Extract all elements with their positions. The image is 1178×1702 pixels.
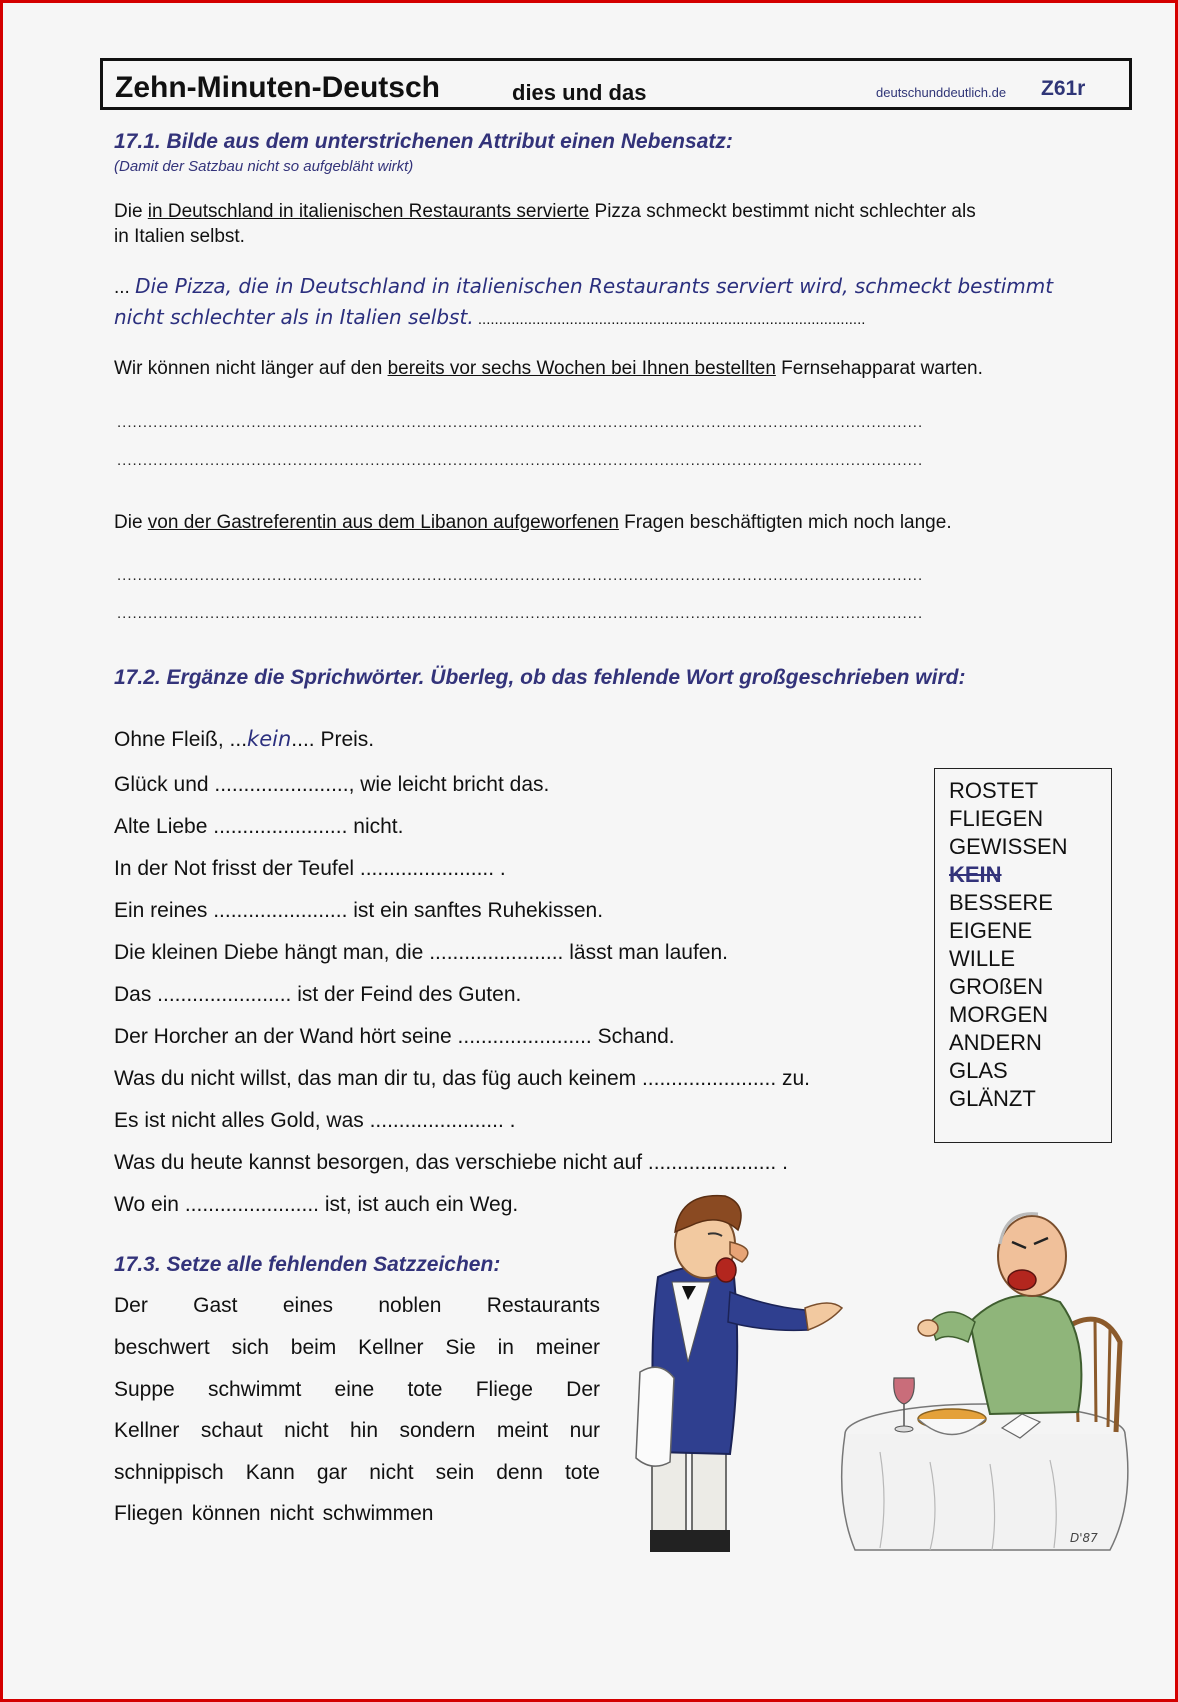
answer-line[interactable]: ............................................................................................................................................................ [117,567,924,584]
proverb-item[interactable]: Was du nicht willst, das man dir tu, das füg auch keinem ....................... zu. [114,1067,811,1090]
example-answer-line-2: nicht schlechter als in Italien selbst. ............................................................................................. [114,305,866,329]
underlined-attribute: von der Gastreferentin aus dem Libanon aufgeworfenen [147,512,619,533]
section-3-heading: 17.3. Setze alle fehlenden Satzzeichen: [114,1253,501,1276]
example-sentence-line-2: in Italien selbst. [114,226,245,247]
waiter-and-guest-illustration [630,1182,1140,1557]
website-label: deutschunddeutlich.de [876,85,1007,100]
handwritten-answer: Die Pizza, die in Deutschland in italienischen Restaurants serviert wird, schmeckt bestimmt [135,274,1054,298]
word-bank-item: FLIEGEN [949,806,1044,831]
punctuation-text-line[interactable]: Kellner schaut nicht hin sondern meint nur [114,1419,600,1442]
example-sentence: Die in Deutschland in italienischen Restaurants servierte Pizza schmeckt bestimmt nicht schlechter als [114,201,976,222]
proverb-item[interactable]: Glück und ......................., wie leicht bricht das. [114,773,550,796]
worksheet-header [100,58,1132,110]
exercise-sentence-2: Wir können nicht länger auf den bereits vor sechs Wochen bei Ihnen bestellten Fernsehapparat warten. [114,358,983,379]
word-bank-item: GLAS [949,1058,1008,1083]
underlined-attribute: bereits vor sechs Wochen bei Ihnen bestellten [387,358,776,379]
proverb-example: Ohne Fleiß, ...kein.... Preis. [114,727,375,751]
punctuation-text-line[interactable]: schnippisch Kann gar nicht sein denn tote [114,1461,600,1484]
proverb-item[interactable]: Wo ein ....................... ist, ist auch ein Weg. [114,1193,519,1216]
proverb-item[interactable]: Ein reines ....................... ist ein sanftes Ruhekissen. [114,899,604,922]
exercise-sentence-3: Die von der Gastreferentin aus dem Libanon aufgeworfenen Fragen beschäftigten mich noch lange. [114,512,952,533]
illustration-signature: D'87 [1070,1531,1098,1545]
section-1-note: (Damit der Satzbau nicht so aufgebläht wirkt) [114,158,414,175]
section-2-heading: 17.2. Ergänze die Sprichwörter. Überleg, ob das fehlende Wort großgeschrieben wird: [114,666,966,689]
word-bank-item: BESSERE [949,890,1053,915]
word-bank-item: ANDERN [949,1030,1042,1055]
proverb-item[interactable]: Alte Liebe ....................... nicht. [114,815,404,838]
section-1-heading: 17.1. Bilde aus dem unterstrichenen Attribut einen Nebensatz: [114,130,733,153]
word-bank-item-used: KEIN [949,862,1002,887]
handwritten-answer-cont: nicht schlechter als in Italien selbst. [114,305,474,329]
punctuation-text-line[interactable]: Fliegen können nicht schwimmen [114,1502,434,1525]
punctuation-text-line[interactable]: beschwert sich beim Kellner Sie in meiner [114,1336,600,1359]
word-bank-item: ROSTET [949,778,1039,803]
proverb-item[interactable]: Die kleinen Diebe hängt man, die ....................... lässt man laufen. [114,941,728,964]
word-bank-item: GROßEN [949,974,1044,999]
word-bank-item: GEWISSEN [949,834,1068,859]
word-bank [934,768,1112,1143]
word-bank-item: EIGENE [949,918,1033,943]
proverb-item[interactable]: Es ist nicht alles Gold, was ....................... . [114,1109,516,1132]
word-bank-item: MORGEN [949,1002,1048,1027]
proverb-item[interactable]: Der Horcher an der Wand hört seine ....................... Schand. [114,1025,675,1048]
punctuation-text-line[interactable]: Suppe schwimmt eine tote Fliege Der [114,1378,600,1401]
word-bank-item: WILLE [949,946,1016,971]
example-answer-line-1: ... Die Pizza, die in Deutschland in italienischen Restaurants serviert wird, schmeckt bestimmt [114,274,1054,298]
proverb-item[interactable]: Das ....................... ist der Feind des Guten. [114,983,522,1006]
word-bank-item: GLÄNZT [949,1086,1036,1111]
answer-line[interactable]: ............................................................................................................................................................ [117,605,924,622]
proverb-item[interactable]: Was du heute kannst besorgen, das verschiebe nicht auf ...................... . [114,1151,788,1174]
punctuation-text-line[interactable]: Der Gast eines noblen Restaurants [114,1294,600,1317]
answer-line[interactable]: ............................................................................................................................................................ [117,414,924,431]
worksheet-title: Zehn-Minuten-Deutsch [115,71,440,104]
proverb-item[interactable]: In der Not frisst der Teufel ....................... . [114,857,506,880]
worksheet-subtitle: dies und das [512,80,647,105]
handwritten-answer: kein [247,727,292,751]
answer-line[interactable]: ............................................................................................................................................................ [117,452,924,469]
underlined-attribute: in Deutschland in italienischen Restaurants servierte [147,201,590,222]
worksheet-code: Z61r [1041,77,1086,100]
